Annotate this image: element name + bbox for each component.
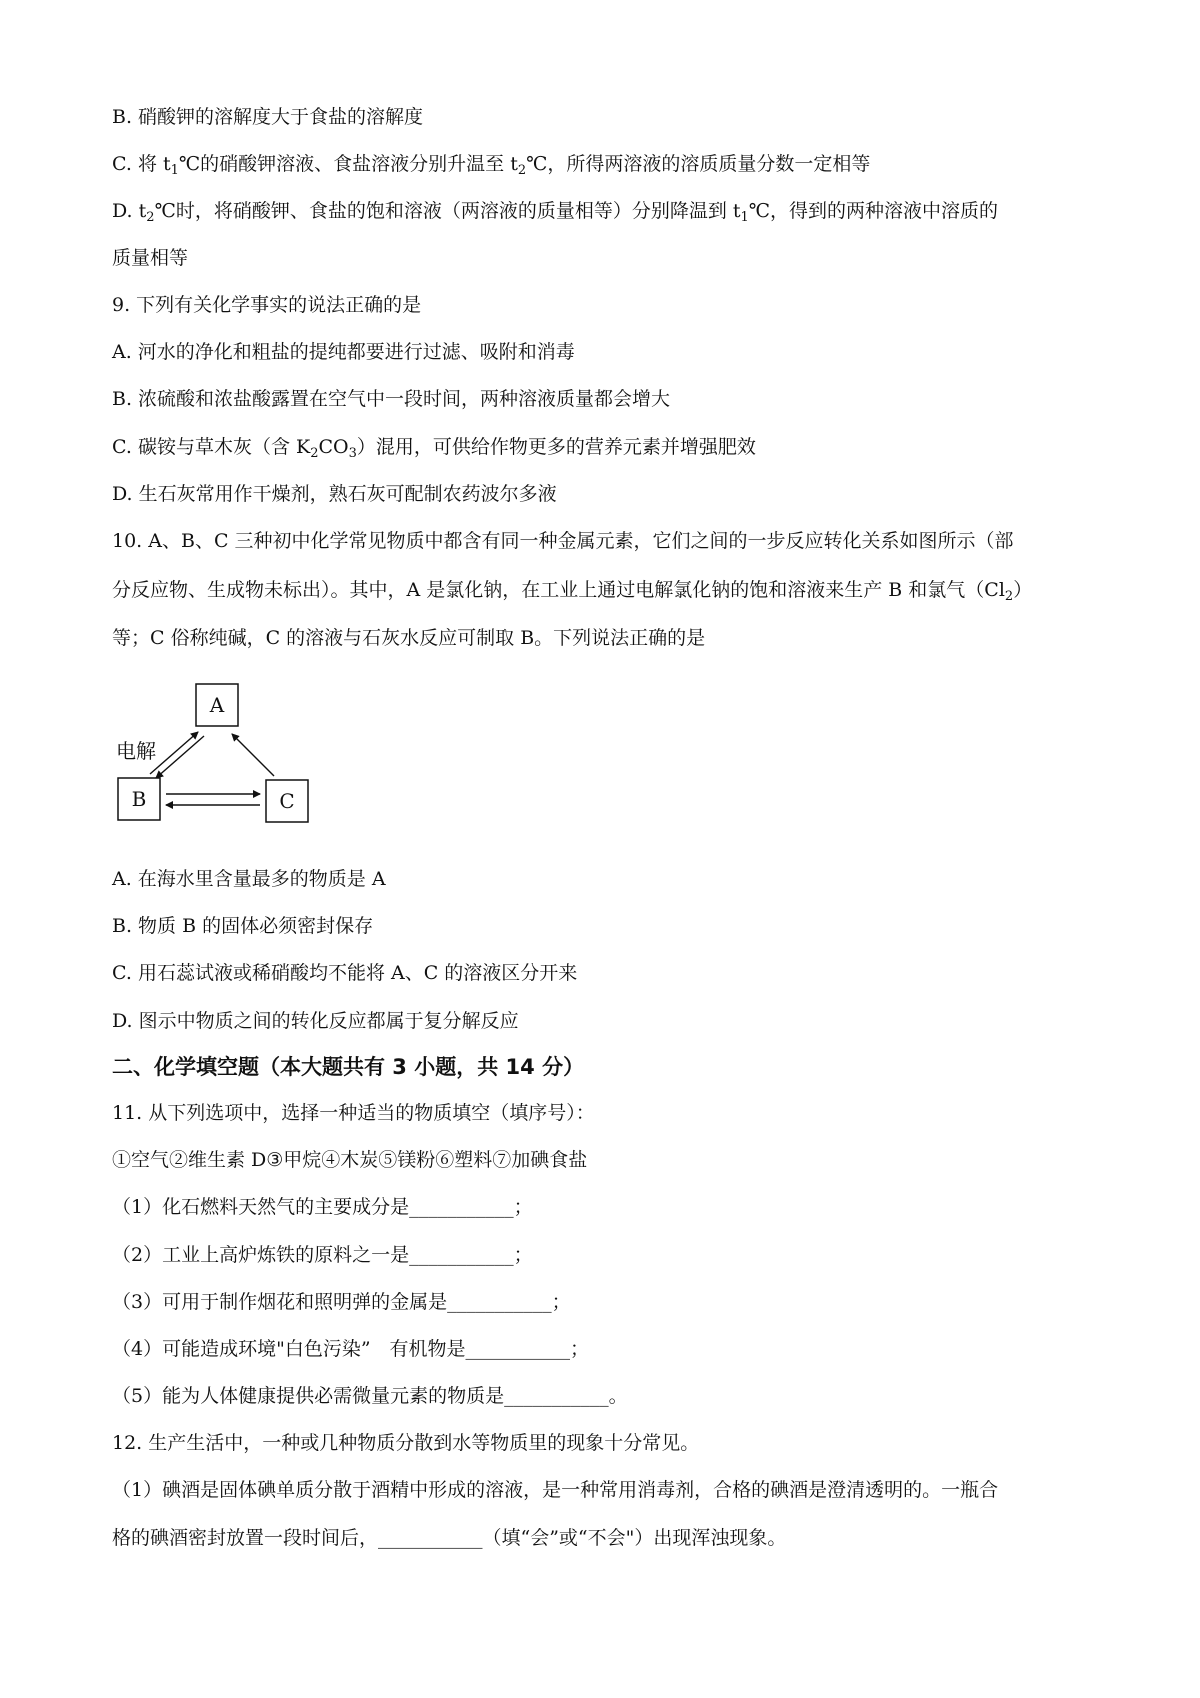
q8-option-b: B. 硝酸钾的溶解度大于食盐的溶解度 xyxy=(112,106,424,128)
q11-item-5: （5）能为人体健康提供必需微量元素的物质是___________。 xyxy=(112,1385,628,1407)
q9-option-d: D. 生石灰常用作干燥剂，熟石灰可配制农药波尔多液 xyxy=(112,483,557,505)
q9-option-c: C. 碳铵与草木灰（含 $K_2CO_3$）混用，可供给作物更多的营养元素并增强肥效 xyxy=(112,436,756,461)
q8-option-c: C. 将 $t_1℃$的硝酸钾溶液、食盐溶液分别升温至 $t_2℃$，所得两溶液的溶质质量分数一定相等 xyxy=(112,153,871,178)
node-label-a: A xyxy=(209,693,225,717)
q10-stem-line3: 等；C 俗称纯碱，C 的溶液与石灰水反应可制取 B。下列说法正确的是 xyxy=(112,627,706,649)
q9-stem: 9. 下列有关化学事实的说法正确的是 xyxy=(112,294,422,316)
conversion-diagram xyxy=(112,678,322,838)
q11-choices: ①空气②维生素 D③甲烷④木炭⑤镁粉⑥塑料⑦加碘食盐 xyxy=(112,1149,588,1171)
arrow-a-to-b xyxy=(156,736,204,778)
electrolysis-label: 电解 xyxy=(116,739,156,763)
node-label-b: B xyxy=(131,787,147,811)
q11-item-3: （3）可用于制作烟花和照明弹的金属是___________； xyxy=(112,1291,571,1313)
q10-option-a: A. 在海水里含量最多的物质是 A xyxy=(112,868,386,890)
q12-part1-line2: 格的碘酒密封放置一段时间后，___________（填“会”或“不会"）出现浑浊现象。 xyxy=(112,1527,787,1549)
q10-option-b: B. 物质 B 的固体必须密封保存 xyxy=(112,915,374,937)
q8-option-d-continued: 质量相等 xyxy=(112,247,189,269)
q10-stem-line2: 分反应物、生成物未标出）。其中，A 是氯化钠，在工业上通过电解氯化钠的饱和溶液来生产 B 和氯气$(Cl_2)$ xyxy=(112,579,1033,604)
q10-stem-line1: 10. A、B、C 三种初中化学常见物质中都含有同一种金属元素，它们之间的一步反应转化关系如图所示（部 xyxy=(112,530,1014,552)
q11-item-1: （1）化石燃料天然气的主要成分是___________； xyxy=(112,1196,533,1218)
q11-item-4: （4）可能造成环境"白色污染” 有机物是___________； xyxy=(112,1338,590,1360)
q9-option-b: B. 浓硫酸和浓盐酸露置在空气中一段时间，两种溶液质量都会增大 xyxy=(112,388,671,410)
section-heading: 二、化学填空题（本大题共有 3 小题，共 14 分） xyxy=(112,1055,585,1079)
q12-stem: 12. 生产生活中，一种或几种物质分散到水等物质里的现象十分常见。 xyxy=(112,1432,700,1454)
q12-part1-line1: （1）碘酒是固体碘单质分散于酒精中形成的溶液，是一种常用消毒剂，合格的碘酒是澄清透明的。一瓶合 xyxy=(112,1479,999,1501)
q10-option-c: C. 用石蕊试液或稀硝酸均不能将 A、C 的溶液区分开来 xyxy=(112,962,578,984)
q10-option-d: D. 图示中物质之间的转化反应都属于复分解反应 xyxy=(112,1010,519,1032)
q9-option-a: A. 河水的净化和粗盐的提纯都要进行过滤、吸附和消毒 xyxy=(112,341,575,363)
q11-item-2: （2）工业上高炉炼铁的原料之一是___________； xyxy=(112,1244,533,1266)
arrow-c-to-a xyxy=(232,734,274,776)
node-label-c: C xyxy=(279,789,295,813)
q8-option-d: D. $t_2℃$时，将硝酸钾、食盐的饱和溶液（两溶液的质量相等）分别降温到 $t_1℃$，得到的两种溶液中溶质的 xyxy=(112,200,999,225)
q11-stem: 11. 从下列选项中，选择一种适当的物质填空（填序号）： xyxy=(112,1102,595,1124)
arrow-b-to-a xyxy=(150,732,198,774)
